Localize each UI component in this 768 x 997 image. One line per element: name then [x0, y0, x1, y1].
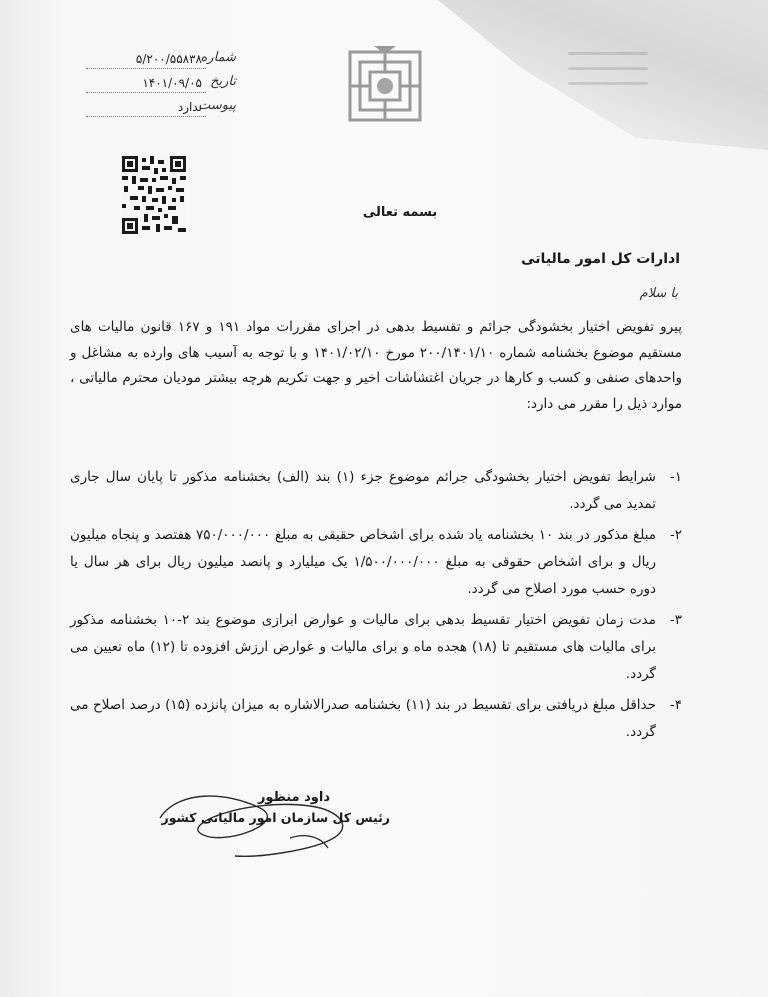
item-number: ۴-: [669, 697, 682, 713]
signatory-title: رئیس کل سازمان امور مالیاتی کشور: [161, 810, 390, 825]
item-text: حداقل مبلغ دریافتی برای تقسیط در بند (۱۱) بخشنامه صدرالاشاره به میزان پانزده (۱۵) درصد اصلاح می گردد.: [70, 697, 656, 740]
directive-list: [70, 464, 682, 750]
item-number: ۱-: [669, 469, 682, 485]
attachment-value: ندارد: [177, 100, 202, 114]
attachment-row: [86, 98, 236, 122]
number-value: ۵/۲۰۰/۵۵۸۳۸: [135, 52, 202, 66]
intro-paragraph: پیرو تفویض اختیار بخشودگی جرائم و تقسیط بدهی در اجرای مقررات مواد ۱۹۱ و ۱۶۷ قانون مالیات های مستقیم موضوع بخشنامه شماره ۲۰۰/۱۴۰۱/۱۰ مورخ ۱۴۰۱/۰۲/۱۰ و با توجه به آسیب های وارده به مشاغل و واحدهای صنفی و کسب و کارها در جریان اغتشاشات اخیر و جهت تکریم هرچه بیشتر مودیان محترم مالیاتی ، موارد ذیل را مقرر می دارد:: [70, 319, 682, 412]
list-item: [70, 522, 682, 603]
addressee: ادارات کل امور مالیاتی: [521, 251, 680, 267]
bismillah-heading: بسمه تعالی: [362, 205, 438, 220]
dotted-line: [86, 68, 206, 69]
item-number: ۲-: [669, 527, 682, 543]
greeting: با سلام: [639, 286, 678, 301]
letter-meta: [86, 50, 236, 122]
signature-block: [140, 778, 390, 868]
date-label: تاریخ: [210, 74, 236, 89]
number-label: شماره: [200, 50, 236, 65]
item-text: مبلغ مذکور در بند ۱۰ بخشنامه یاد شده برای اشخاص حقیقی به مبلغ ۷۵۰/۰۰۰/۰۰۰ هفتصد و پنجاه میلیون ریال و برای اشخاص حقوقی به مبلغ ۱/۵۰۰/۰۰۰/۰۰۰ یک میلیارد و پانصد میلیون ریال برای هر سال یا دوره حسب مورد اصلاح می گردد.: [70, 527, 656, 597]
signatory-name: داود منظور: [257, 790, 330, 805]
item-number: ۳-: [669, 612, 682, 628]
faded-handwriting: [568, 40, 648, 110]
tax-organization-emblem-icon: [344, 44, 426, 128]
dotted-line: [86, 116, 206, 117]
list-item: [70, 692, 682, 746]
date-row: [86, 74, 236, 98]
number-row: [86, 50, 236, 74]
item-text: شرایط تفویض اختیار بخشودگی جرائم موضوع جزء (۱) بند (الف) بخشنامه مذکور تا پایان سال جاری تمدید می گردد.: [70, 469, 656, 512]
list-item: [70, 464, 682, 518]
attachment-label: پیوست: [198, 98, 236, 113]
qr-code-icon: [122, 156, 186, 234]
date-value: ۱۴۰۱/۰۹/۰۵: [142, 76, 202, 90]
list-item: [70, 607, 682, 688]
dotted-line: [86, 92, 206, 93]
item-text: مدت زمان تفویض اختیار تقسیط بدهی برای مالیات و عوارض ابرازی موضوع بند ۲-۱۰ بخشنامه مذکور برای مالیات های مستقیم تا (۱۸) هجده ماه و برای مالیات و عوارض ارزش افزوده تا (۱۲) ماه تعیین می گردد.: [70, 612, 656, 682]
